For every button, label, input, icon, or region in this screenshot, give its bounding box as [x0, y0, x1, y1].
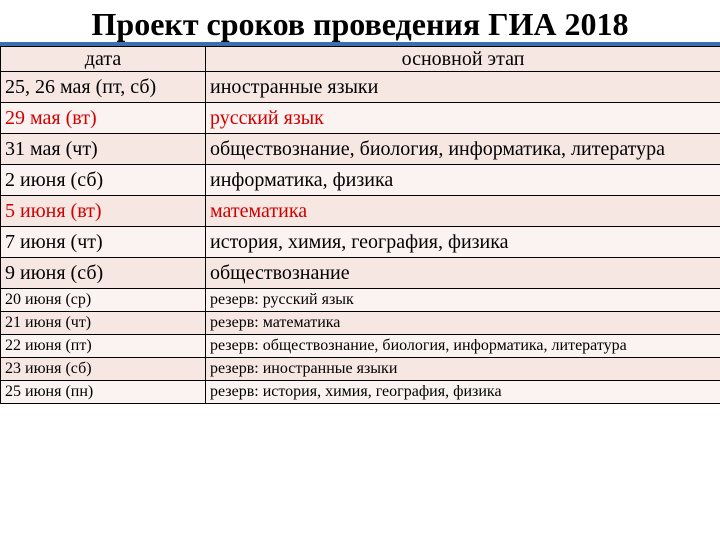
- exam-subjects-cell: информатика, физика: [206, 165, 720, 196]
- exam-subjects-cell: резерв: история, химия, география, физика: [206, 381, 720, 404]
- table-row: [1, 358, 720, 381]
- exam-date-cell: 9 июня (сб): [1, 258, 206, 289]
- exam-date-cell: 22 июня (пт): [1, 335, 206, 358]
- exam-subjects-cell: обществознание: [206, 258, 720, 289]
- column-header-date: дата: [1, 47, 206, 72]
- exam-date-cell: 31 мая (чт): [1, 134, 206, 165]
- table-row: [1, 196, 720, 227]
- exam-subjects-cell: обществознание, биология, информатика, литература: [206, 134, 720, 165]
- table-row: [1, 289, 720, 312]
- exam-subjects-cell: русский язык: [206, 103, 720, 134]
- exam-date-cell: 21 июня (чт): [1, 312, 206, 335]
- exam-subjects-cell: иностранные языки: [206, 72, 720, 103]
- exam-date-cell: 23 июня (сб): [1, 358, 206, 381]
- table-row: [1, 165, 720, 196]
- exam-date-cell: 7 июня (чт): [1, 227, 206, 258]
- table-row: [1, 312, 720, 335]
- exam-subjects-cell: резерв: математика: [206, 312, 720, 335]
- exam-date-cell: 29 мая (вт): [1, 103, 206, 134]
- exam-date-cell: 2 июня (сб): [1, 165, 206, 196]
- exam-date-cell: 25, 26 мая (пт, сб): [1, 72, 206, 103]
- table-row: [1, 134, 720, 165]
- table-row: [1, 381, 720, 404]
- exam-date-cell: 25 июня (пн): [1, 381, 206, 404]
- table-row: [1, 335, 720, 358]
- exam-subjects-cell: резерв: иностранные языки: [206, 358, 720, 381]
- schedule-table: [0, 46, 720, 404]
- schedule-table-body: [1, 47, 720, 404]
- table-row: [1, 72, 720, 103]
- page-title: Проект сроков проведения ГИА 2018: [91, 6, 629, 42]
- table-row: [1, 227, 720, 258]
- exam-subjects-cell: история, химия, география, физика: [206, 227, 720, 258]
- table-header-row: [1, 47, 720, 72]
- exam-date-cell: 20 июня (ср): [1, 289, 206, 312]
- exam-subjects-cell: резерв: русский язык: [206, 289, 720, 312]
- table-row: [1, 258, 720, 289]
- table-row: [1, 103, 720, 134]
- exam-subjects-cell: математика: [206, 196, 720, 227]
- exam-subjects-cell: резерв: обществознание, биология, информатика, литература: [206, 335, 720, 358]
- column-header-main-stage: основной этап: [206, 47, 720, 72]
- exam-date-cell: 5 июня (вт): [1, 196, 206, 227]
